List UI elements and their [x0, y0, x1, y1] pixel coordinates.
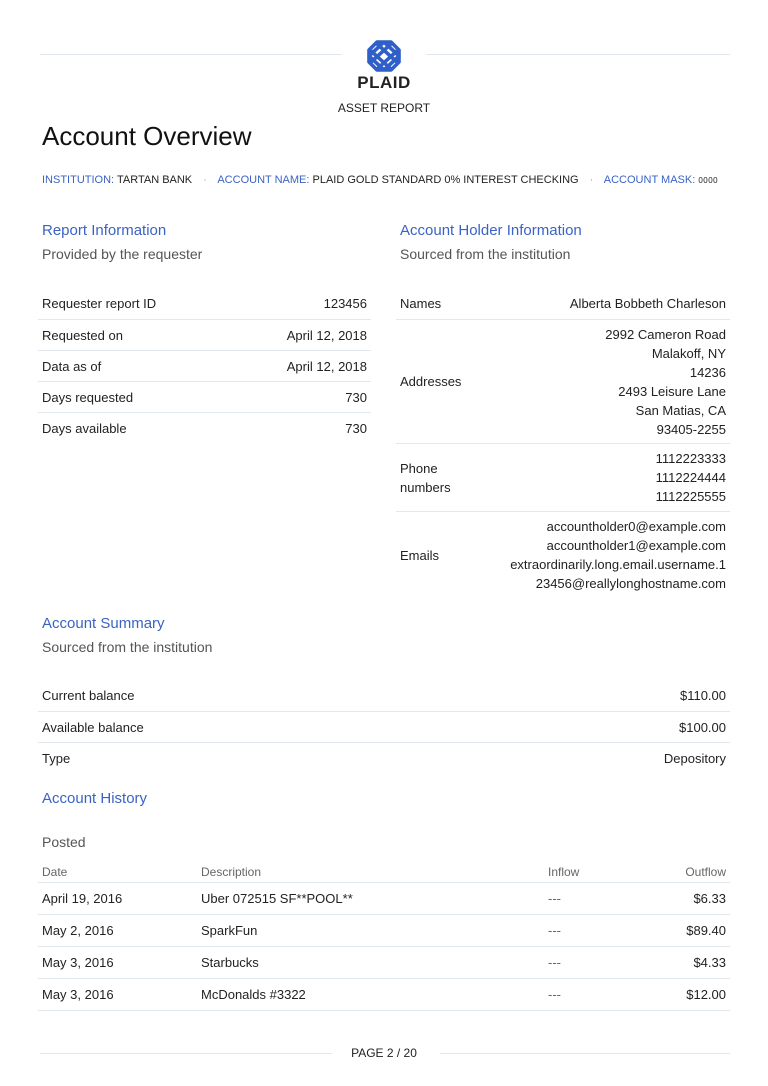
row-label: Data as of: [42, 358, 102, 374]
phones-label: [400, 459, 451, 497]
addresses-label: Addresses: [400, 374, 462, 389]
emails-list: [510, 517, 726, 593]
row-value: Depository: [663, 751, 726, 766]
row-value: 123456: [323, 296, 367, 311]
transaction-date: April 19, 2016: [38, 883, 197, 915]
summary-row: [38, 712, 730, 743]
phone-number: 1112224444: [655, 470, 726, 485]
holder-info-table: [396, 288, 730, 598]
institution-value: TARTAN BANK: [116, 174, 193, 186]
addresses-list: [605, 325, 726, 439]
transaction-inflow: ---: [544, 979, 662, 1011]
account-mask-label: ACCOUNT MASK:: [603, 174, 696, 186]
transaction-outflow: $12.00: [662, 979, 730, 1011]
transaction-description: Starbucks: [197, 947, 544, 979]
transaction-outflow: $6.33: [662, 883, 730, 915]
address-line: Malakoff, NY: [651, 345, 726, 361]
report-info-row: [38, 413, 371, 444]
row-label: Type: [42, 751, 71, 766]
transaction-description: Uber 072515 SF**POOL**: [197, 883, 544, 915]
address-line: 93405-2255: [656, 421, 726, 437]
email-address: accountholder1@example.com: [546, 538, 726, 553]
account-summary-table: [38, 680, 730, 774]
names-label: Names: [400, 296, 442, 311]
report-info-row: [38, 288, 371, 320]
holder-phones-row: [396, 444, 730, 512]
transaction-description: SparkFun: [197, 915, 544, 947]
header-divider-right: [426, 54, 730, 55]
transaction-inflow: ---: [544, 883, 662, 915]
email-address: 23456@reallylonghostname.com: [535, 576, 726, 591]
account-name-label: ACCOUNT NAME:: [217, 174, 310, 186]
transaction-inflow: ---: [544, 947, 662, 979]
meta-separator: ·: [203, 174, 207, 186]
holder-emails-row: [396, 512, 730, 598]
institution-label: INSTITUTION:: [42, 174, 115, 186]
address-line: 14236: [689, 364, 726, 380]
summary-row: [38, 680, 730, 712]
address-line: 2493 Leisure Lane: [618, 383, 726, 399]
transaction-date: May 3, 2016: [38, 947, 197, 979]
report-info-table: [38, 288, 371, 444]
table-row: [38, 915, 730, 947]
holder-info-subtitle: Sourced from the institution: [400, 246, 571, 262]
phone-number: 1112225555: [655, 489, 726, 504]
row-value: April 12, 2018: [286, 327, 367, 343]
account-mask-value: 0000: [698, 176, 719, 185]
report-info-row: [38, 382, 371, 413]
holder-name: Alberta Bobbeth Charleson: [569, 296, 726, 311]
summary-row: [38, 743, 730, 774]
page-number: PAGE 2 / 20: [351, 1046, 417, 1060]
transaction-description: McDonalds #3322: [197, 979, 544, 1011]
account-summary-subtitle: Sourced from the institution: [42, 639, 213, 655]
row-label: Requester report ID: [42, 296, 157, 311]
address-line: San Matias, CA: [635, 402, 726, 418]
report-info-subtitle: Provided by the requester: [42, 246, 203, 262]
row-label: Days requested: [42, 389, 134, 405]
report-info-row: [38, 351, 371, 382]
report-info-row: [38, 320, 371, 351]
brand-name: PLAID: [357, 73, 411, 92]
emails-label: Emails: [400, 547, 440, 563]
table-header-row: [38, 862, 730, 883]
table-row: [38, 979, 730, 1011]
transaction-outflow: $89.40: [662, 915, 730, 947]
transactions-table: [38, 862, 730, 1011]
table-row: [38, 883, 730, 915]
account-summary-title: Account Summary: [42, 615, 165, 632]
account-name-value: PLAID GOLD STANDARD 0% INTEREST CHECKING: [312, 174, 579, 186]
address-line: 2992 Cameron Road: [605, 326, 726, 342]
column-header-inflow: Inflow: [544, 862, 662, 883]
email-address: extraordinarily.long.email.username.1: [510, 557, 726, 572]
meta-separator: ·: [589, 174, 594, 186]
row-label: Requested on: [42, 327, 123, 343]
account-history-title: Account History: [42, 790, 148, 807]
page-title: Account Overview: [42, 121, 252, 151]
report-info-title: Report Information: [42, 222, 167, 239]
plaid-logo-icon: [366, 39, 402, 73]
row-value: $100.00: [679, 719, 726, 735]
holder-addresses-row: [396, 320, 730, 444]
transaction-outflow: $4.33: [662, 947, 730, 979]
row-value: April 12, 2018: [286, 358, 367, 374]
posted-label: Posted: [42, 834, 86, 850]
phones-label-line: Phone: [400, 460, 438, 476]
row-value: 730: [345, 389, 367, 405]
phones-list: [656, 449, 726, 506]
holder-info-title: Account Holder Information: [400, 222, 582, 239]
row-value: $110.00: [679, 688, 726, 703]
phones-label-line: numbers: [400, 479, 451, 495]
transaction-date: May 3, 2016: [38, 979, 197, 1011]
account-meta-line: [42, 174, 718, 186]
row-label: Days available: [42, 421, 127, 436]
column-header-date: Date: [38, 862, 197, 883]
transaction-date: May 2, 2016: [38, 915, 197, 947]
row-label: Available balance: [42, 719, 144, 735]
header-divider-left: [40, 54, 342, 55]
holder-names-row: [396, 288, 730, 320]
column-header-description: Description: [197, 862, 544, 883]
transaction-inflow: ---: [544, 915, 662, 947]
row-value: 730: [345, 421, 367, 436]
report-type: ASSET REPORT: [337, 101, 431, 115]
column-header-outflow: Outflow: [662, 862, 730, 883]
phone-number: 1112223333: [655, 451, 726, 466]
row-label: Current balance: [42, 688, 135, 703]
table-row: [38, 947, 730, 979]
email-address: accountholder0@example.com: [546, 519, 726, 534]
